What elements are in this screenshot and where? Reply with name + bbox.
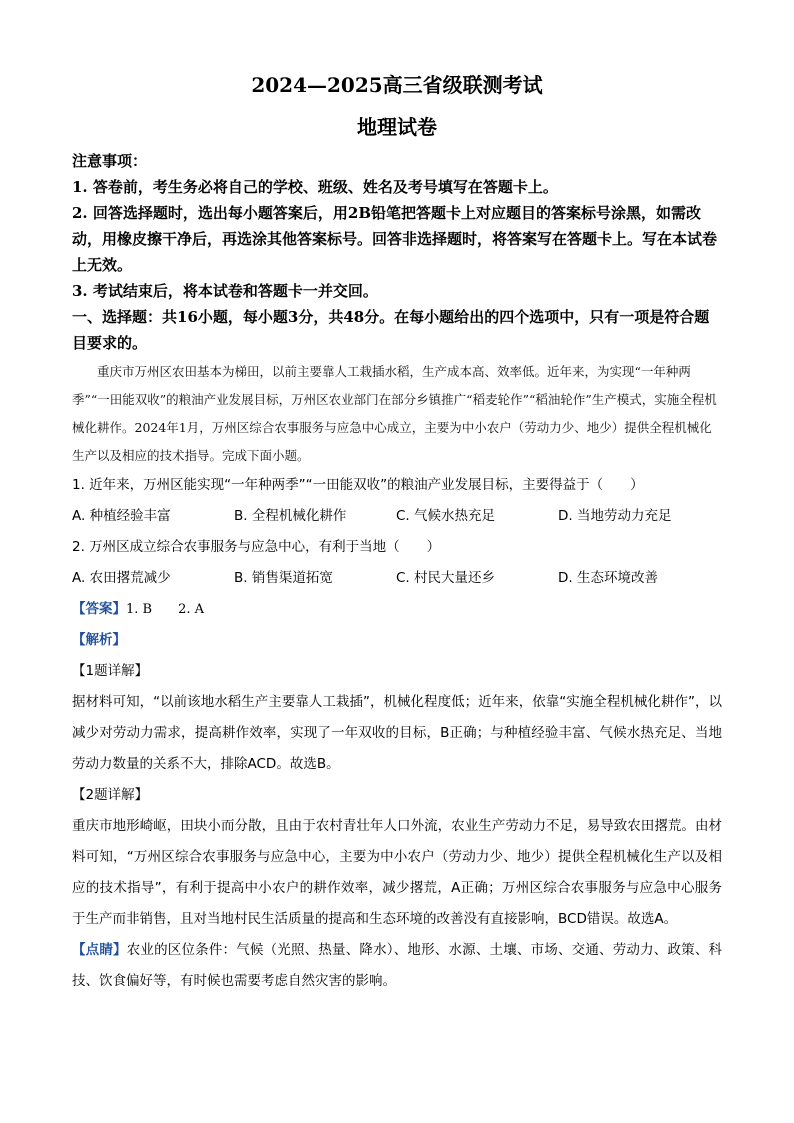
analysis-line <box>72 625 722 656</box>
question-1-option-a: A. 种植经验丰富 <box>72 508 171 524</box>
answer-1: 1. B <box>126 602 153 617</box>
q1-detail-heading: 【1题详解】 <box>72 663 149 679</box>
q2-detail-text: 重庆市地形崎岖，田块小而分散，且由于农村青壮年人口外流，农业生产劳动力不足，易导致农田撂荒。由材料可知，“万州区综合农事服务与应急中心，主要为中小农户（劳动力少、地少）提供全程机械化生产以及相应的技术指导”，有利于提高中小农户的耕作效率，减少撂荒，A正确；万州区综合农事服务与应急中心服务于生产而非销售，且对当地村民生活质量的提高和生态环境的改善没有直接影响，BCD错误。故选A。 <box>72 818 722 927</box>
answer-label: 【答案】 <box>72 601 126 617</box>
exam-subject: 地理试卷 <box>357 115 437 139</box>
q2-detail-heading: 【2题详解】 <box>72 787 149 803</box>
tip-text: 农业的区位条件：气候（光照、热量、降水）、地形、水源、土壤、市场、交通、劳动力、政策、科技、饮食偏好等，有时候也需要考虑自然灾害的影响。 <box>72 942 723 989</box>
notice-item-2: 2. 回答选择题时，选出每小题答案后，用2B铅笔把答题卡上对应题目的答案标号涂黑，如需改动，用橡皮擦干净后，再选涂其他答案标号。回答非选择题时，将答案写在答题卡上。写在本试卷上无效。 <box>72 204 718 274</box>
exam-title: 2024—2025高三省级联测考试 <box>251 73 543 97</box>
question-2-option-a: A. 农田撂荒减少 <box>72 570 171 586</box>
question-2-option-d: D. 生态环境改善 <box>558 570 658 586</box>
q1-detail-text: 据材料可知，“以前该地水稻生产主要靠人工栽插”，机械化程度低；近年来，依靠“实施全程机械化耕作”，以减少对劳动力需求，提高耕作效率，实现了一年双收的目标，B正确；与种植经验丰富、气候水热充足、当地劳动力数量的关系不大，排除ACD。故选B。 <box>72 694 722 772</box>
question-2-option-c: C. 村民大量还乡 <box>396 570 496 586</box>
question-1-stem: 1. 近年来，万州区能实现“一年种两季”“一田能双收”的粮油产业发展目标，主要得益于（ ） <box>72 477 644 493</box>
question-1-option-c: C. 气候水热充足 <box>396 508 496 524</box>
notice-heading: 注意事项： <box>72 152 148 170</box>
answer-2: 2. A <box>178 602 205 617</box>
tip-paragraph <box>72 935 722 997</box>
question-1-option-b: B. 全程机械化耕作 <box>234 508 347 524</box>
notice-item-1: 1. 答卷前，考生务必将自己的学校、班级、姓名及考号填写在答题卡上。 <box>72 178 558 196</box>
tip-label: 【点睛】 <box>72 942 127 958</box>
question-2-option-b: B. 销售渠道拓宽 <box>234 570 333 586</box>
question-1-option-d: D. 当地劳动力充足 <box>558 508 672 524</box>
question-2-stem: 2. 万州区成立综合农事服务与应急中心，有利于当地（ ） <box>72 539 441 555</box>
reading-material: 重庆市万州区农田基本为梯田，以前主要靠人工栽插水稻，生产成本高、效率低。近年来，为实现“一年种两季”“一田能双收”的粮油产业发展目标，万州区农业部门在部分乡镇推广“稻麦轮作”“稻油轮作”生产模式，实施全程机械化耕作。2024年1月，万州区综合农事服务与应急中心成立，主要为中小农户（劳动力少、地少）提供全程机械化生产以及相应的技术指导。完成下面小题。 <box>72 364 717 463</box>
notice-item-3: 3. 考试结束后，将本试卷和答题卡一并交回。 <box>72 282 378 300</box>
question-1-options <box>72 501 722 532</box>
analysis-label: 【解析】 <box>72 632 126 648</box>
answer-line <box>72 594 722 625</box>
question-2-options <box>72 563 722 594</box>
section-heading: 一、选择题：共16小题，每小题3分，共48分。在每小题给出的四个选项中，只有一项是符合题目要求的。 <box>72 308 710 352</box>
